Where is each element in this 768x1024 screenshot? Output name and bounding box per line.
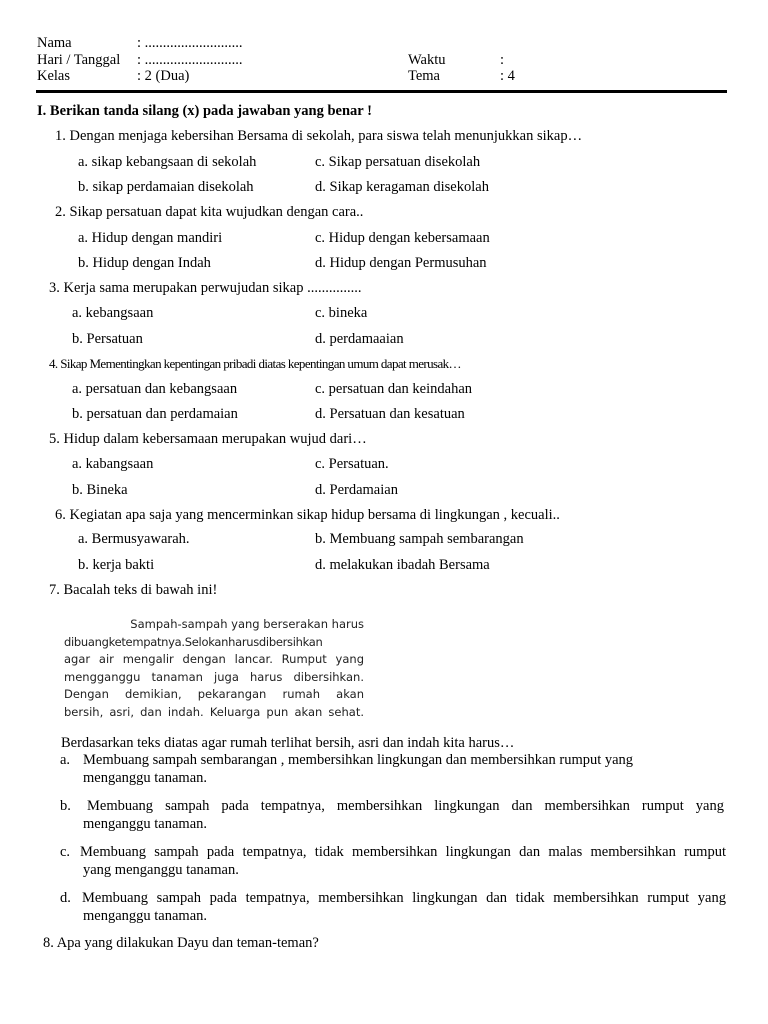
q1-option-d[interactable]: d. Sikap keragaman disekolah: [315, 179, 489, 195]
hari-label: Hari / Tanggal: [37, 52, 121, 68]
q1-option-c[interactable]: c. Sikap persatuan disekolah: [315, 154, 481, 170]
q7-option-c-line1[interactable]: Membuang sampah pada tempatnya, tidak membersihkan lingkungan dan malas membersihkan rumput: [80, 844, 726, 860]
question-3: 3. Kerja sama merupakan perwujudan sikap ...............: [49, 280, 362, 296]
passage-line: mengganggu tanaman juga harus dibersihkan.: [64, 669, 364, 684]
passage-line: dibuangketempatnya.Selokanharusdibersihkan: [64, 634, 323, 649]
section-title: I. Berikan tanda silang (x) pada jawaban yang benar !: [37, 103, 372, 119]
question-6: 6. Kegiatan apa saja yang mencerminkan sikap hidup bersama di lingkungan , kecuali..: [55, 507, 560, 523]
q5-option-c[interactable]: c. Persatuan.: [315, 456, 389, 472]
kelas-value: : 2 (Dua): [137, 68, 190, 84]
q2-option-a[interactable]: a. Hidup dengan mandiri: [78, 230, 223, 246]
header-divider: [36, 90, 727, 93]
q2-option-c[interactable]: c. Hidup dengan kebersamaan: [315, 230, 490, 246]
q7-option-d-label[interactable]: d.: [60, 890, 71, 906]
q7-option-b-line1[interactable]: Membuang sampah pada tempatnya, membersihkan lingkungan dan membersihkan rumput yang: [87, 798, 724, 814]
q7-option-a-line1[interactable]: Membuang sampah sembarangan , membersihkan lingkungan dan membersihkan rumput yang: [83, 752, 634, 768]
tema-label: Tema: [408, 68, 440, 84]
question-2: 2. Sikap persatuan dapat kita wujudkan dengan cara..: [55, 204, 364, 220]
q3-option-c[interactable]: c. bineka: [315, 305, 368, 321]
tema-value: : 4: [500, 68, 515, 84]
passage-line: agar air mengalir dengan lancar. Rumput yang: [64, 652, 364, 667]
q5-option-d[interactable]: d. Perdamaian: [315, 482, 398, 498]
q3-option-b[interactable]: b. Persatuan: [72, 331, 143, 347]
passage-line: Sampah-sampah yang berserakan harus: [130, 617, 364, 631]
question-4: 4. Sikap Mementingkan kepentingan pribadi diatas kepentingan umum dapat merusak…: [49, 356, 461, 371]
q7-option-d-line1[interactable]: Membuang sampah pada tempatnya, membersihkan lingkungan dan tidak membersihkan rumput yang: [82, 890, 726, 906]
q3-option-d[interactable]: d. perdamaaian: [315, 331, 404, 347]
q7-option-c-label[interactable]: c.: [60, 844, 71, 860]
q4-option-c[interactable]: c. persatuan dan keindahan: [315, 381, 473, 397]
q5-option-a[interactable]: a. kabangsaan: [72, 456, 154, 472]
waktu-value: :: [500, 52, 505, 68]
question-7: 7. Bacalah teks di bawah ini!: [49, 582, 218, 598]
q4-option-a[interactable]: a. persatuan dan kebangsaan: [72, 381, 238, 397]
q7-option-a-label[interactable]: a.: [60, 752, 71, 768]
q4-option-d[interactable]: d. Persatuan dan kesatuan: [315, 406, 465, 422]
q6-option-b[interactable]: b. kerja bakti: [78, 557, 155, 573]
q1-option-b[interactable]: b. sikap perdamaian disekolah: [78, 179, 254, 195]
q2-option-d[interactable]: d. Hidup dengan Permusuhan: [315, 255, 487, 271]
q3-option-a[interactable]: a. kebangsaan: [72, 305, 154, 321]
reading-passage: [64, 616, 364, 722]
question-8: 8. Apa yang dilakukan Dayu dan teman-teman?: [43, 935, 319, 951]
q2-option-b[interactable]: b. Hidup dengan Indah: [78, 255, 211, 271]
q4-option-b[interactable]: b. persatuan dan perdamaian: [72, 406, 238, 422]
q7-option-b-label[interactable]: b.: [60, 798, 71, 814]
nama-value: : ...........................: [137, 35, 243, 51]
passage-line: Dengan demikian, pekarangan rumah akan: [64, 687, 364, 702]
nama-label: Nama: [37, 35, 72, 51]
waktu-label: Waktu: [408, 52, 446, 68]
q6-option-a[interactable]: a. Bermusyawarah.: [78, 531, 190, 547]
question-1: 1. Dengan menjaga kebersihan Bersama di sekolah, para siswa telah menunjukkan sikap…: [55, 128, 583, 144]
q7-prompt: Berdasarkan teks diatas agar rumah terlihat bersih, asri dan indah kita harus…: [61, 735, 515, 751]
passage-line: bersih, asri, dan indah. Keluarga pun akan sehat.: [64, 704, 364, 719]
q1-option-a[interactable]: a. sikap kebangsaan di sekolah: [78, 154, 257, 170]
q6-option-d[interactable]: d. melakukan ibadah Bersama: [315, 557, 490, 573]
kelas-label: Kelas: [37, 68, 71, 84]
q5-option-b[interactable]: b. Bineka: [72, 482, 128, 498]
q7-option-c-line2[interactable]: yang menganggu tanaman.: [83, 862, 239, 878]
hari-value: : ...........................: [137, 52, 243, 68]
q7-option-a-line2[interactable]: menganggu tanaman.: [83, 770, 208, 786]
q7-option-d-line2[interactable]: menganggu tanaman.: [83, 908, 208, 924]
question-5: 5. Hidup dalam kebersamaan merupakan wujud dari…: [49, 431, 367, 447]
q7-option-b-line2[interactable]: menganggu tanaman.: [83, 816, 208, 832]
q6-option-b-right[interactable]: b. Membuang sampah sembarangan: [315, 531, 524, 547]
